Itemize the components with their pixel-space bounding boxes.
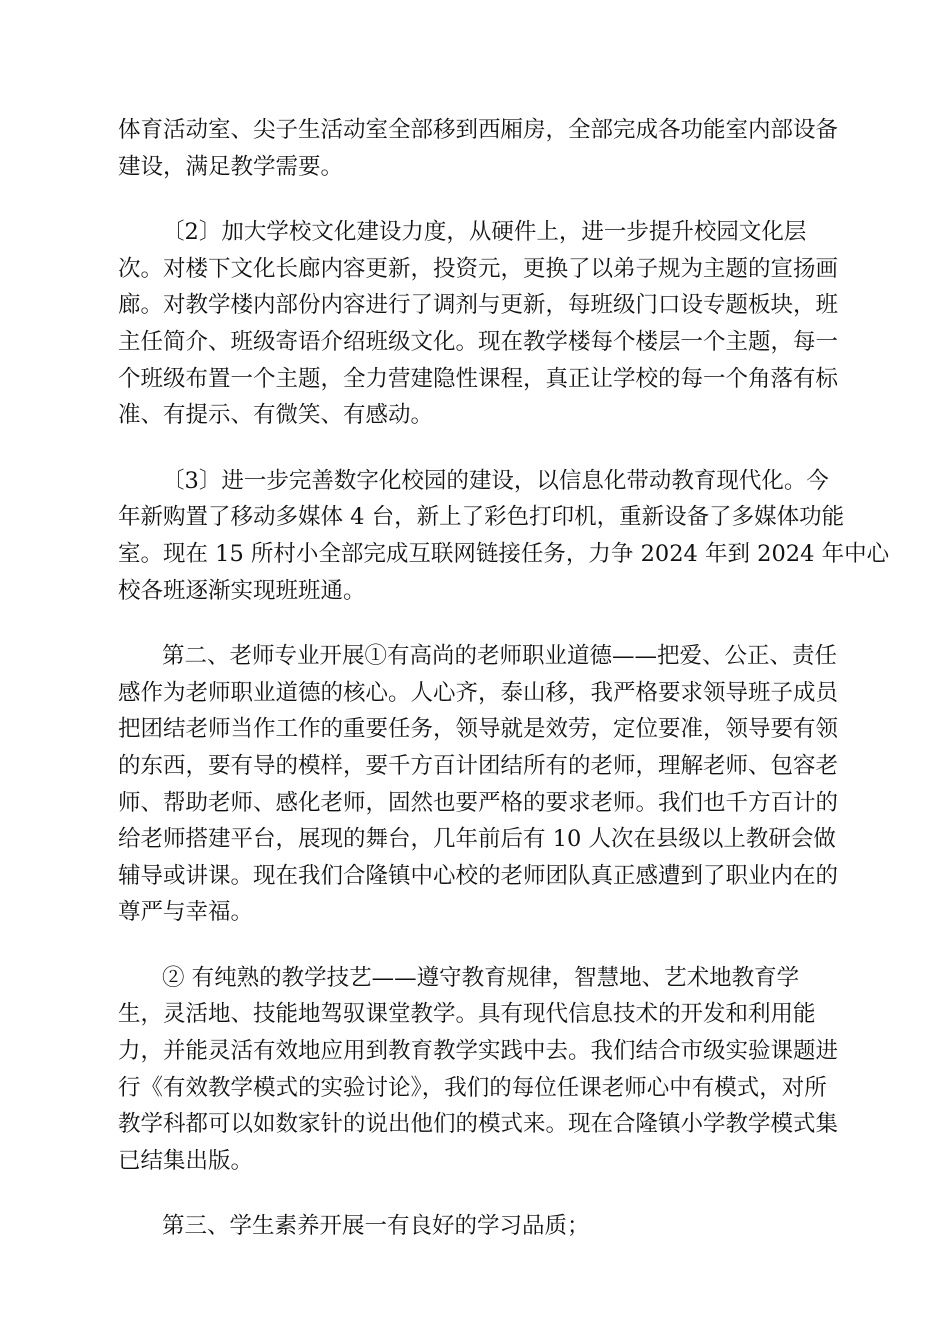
text-line: 师、帮助老师、感化老师，固然也要严格的要求老师。我们也千方百计的: [118, 789, 839, 816]
text-line: 次。对楼下文化长廊内容更新，投资元，更换了以弟子规为主题的宣扬画: [118, 255, 839, 282]
text-line: 体育活动室、尖子生活动室全部移到西厢房，全部完成各功能室内部设备: [118, 117, 839, 143]
text-line: 室。现在 15 所村小全部完成互联网链接任务，力争 2024 年到 2024 年中心: [118, 540, 890, 567]
paragraph-3: [118, 463, 890, 609]
paragraph-2: [118, 214, 839, 434]
paragraph-5: [118, 960, 839, 1180]
text-line: 年新购置了移动多媒体 4 台，新上了彩色打印机，重新设备了多媒体功能: [118, 504, 845, 531]
paragraph-6: [118, 1208, 836, 1245]
text-line: 廊。对教学楼内部份内容进行了调剂与更新，每班级门口设专题板块，班: [118, 292, 839, 319]
text-line: 〔3〕进一步完善数字化校园的建设，以信息化带动教育现代化。今: [162, 467, 829, 494]
text-line: 已结集出版。: [118, 1147, 254, 1174]
text-line: 主任简介、班级寄语介绍班级文化。现在教学楼每个楼层一个主题，每一: [118, 328, 839, 355]
text-line: 〔2〕加大学校文化建设力度，从硬件上，进一步提升校园文化层: [162, 219, 807, 246]
text-line: 辅导或讲课。现在我们合隆镇中心校的老师团队真正感遭到了职业内在的: [118, 862, 839, 889]
text-line: 第二、老师专业开展①有高尚的老师职业道德——把爱、公正、责任: [162, 643, 838, 670]
paragraph-1: [118, 112, 839, 185]
text-line: 个班级布置一个主题，全力营建隐性课程，真正让学校的每一个角落有标: [118, 365, 839, 392]
text-line: 校各班逐渐实现班班通。: [118, 577, 366, 604]
document-page: [118, 112, 890, 1274]
text-line: 把团结老师当作工作的重要任务，领导就是效劳，定位要准，领导要有领: [118, 716, 839, 743]
text-line: 力，并能灵活有效地应用到教育教学实践中去。我们结合市级实验课题进: [118, 1038, 839, 1065]
paragraph-4: [118, 638, 839, 931]
text-line: ② 有纯熟的教学技艺——遵守教育规律，智慧地、艺术地教育学: [162, 964, 800, 991]
text-line: 行《有效教学模式的实验讨论》，我们的每位任课老师心中有模式，对所: [118, 1074, 827, 1101]
text-line: 感作为老师职业道德的核心。人心齐，泰山移，我严格要求领导班子成员: [118, 679, 839, 706]
text-line: 第三、学生素养开展一有良好的学习品质；: [162, 1213, 590, 1240]
text-line: 生，灵活地、技能地驾驭课堂教学。具有现代信息技术的开发和利用能: [118, 1001, 816, 1028]
text-line: 尊严与幸福。: [118, 899, 254, 926]
text-line: 教学科都可以如数家针的说出他们的模式来。现在合隆镇小学教学模式集: [118, 1111, 839, 1138]
text-line: 准、有提示、有微笑、有感动。: [118, 402, 434, 429]
text-line: 建设，满足教学需要。: [118, 153, 344, 180]
text-line: 的东西，要有导的模样，要千方百计团结所有的老师，理解老师、包容老: [118, 752, 839, 779]
text-line: 给老师搭建平台，展现的舞台，几年前后有 10 人次在县级以上教研会做: [118, 826, 836, 853]
